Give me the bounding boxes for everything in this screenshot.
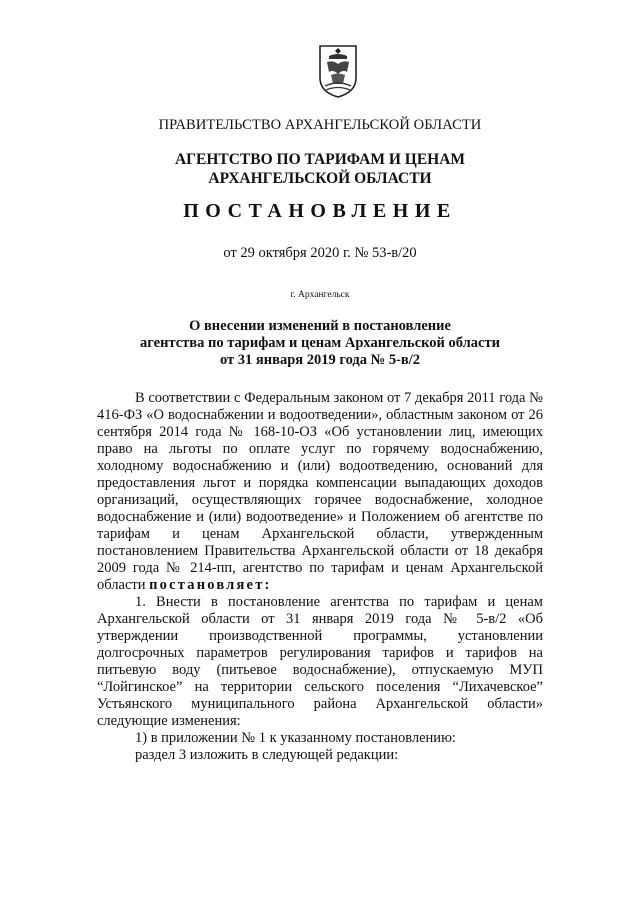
section-3-paragraph: раздел 3 изложить в следующей редакции: (135, 747, 399, 763)
document-body (97, 390, 543, 764)
resolves-word: постановляет: (149, 577, 272, 593)
coat-of-arms-emblem (317, 42, 359, 98)
subject-line2: агентства по тарифам и ценам Архангельской области (140, 335, 500, 351)
agency-name-line1: АГЕНТСТВО ПО ТАРИФАМ И ЦЕНАМ (174, 151, 466, 168)
subitem-1-paragraph: 1) в приложении № 1 к указанному постановлению: (135, 730, 456, 746)
item-1-paragraph: 1. Внести в постановление агентства по тарифам и ценам Архангельской области от 31 января 2019 года № 5-в/2 «Об утверждении производственной программы, установлении долгосрочных параметров регулирования тарифов и тарифов на питьевую воду (питьевое водоснабжение), отпускаемую МУП “Лойгинское” на территории сельского поселения “Лихачевское” Устьянского муниципального района Архангельской области» следующие изменения: (97, 594, 543, 729)
agency-name (0, 150, 640, 188)
document-subject (0, 318, 640, 369)
preamble-paragraph (97, 390, 543, 594)
preamble-text: В соответствии с Федеральным законом от 7 декабря 2011 года № 416-ФЗ «О водоснабжении и водоотведении», областным законом от 26 сентября 2014 года № 168-10-ОЗ «Об установлении лиц, имеющих право на льготы по оплате услуг по горячему водоснабжению, холодному водоснабжению и (или) водоотведению, оснований для предоставления льгот и порядка компенсации выпадающих доходов организаций, осуществляющих горячее водоснабжение, холодное водоснабжение и (или) водоотведение» и Положением об агентстве по тарифам и ценам Архангельской области, утвержденным постановлением Правительства Архангельской области от 18 декабря 2009 года № 214-пп, агентство по тарифам и ценам Архангельской области (97, 390, 543, 593)
agency-name-line2: АРХАНГЕЛЬСКОЙ ОБЛАСТИ (208, 170, 432, 187)
government-name: ПРАВИТЕЛЬСТВО АРХАНГЕЛЬСКОЙ ОБЛАСТИ (158, 117, 482, 133)
subject-line3: от 31 января 2019 года № 5-в/2 (219, 352, 421, 368)
date-number: от 29 октября 2020 г. № 53-в/20 (223, 245, 417, 261)
document-type: ПОСТАНОВЛЕНИЕ (183, 200, 457, 222)
subject-line1: О внесении изменений в постановление (189, 318, 451, 334)
city: г. Архангельск (290, 290, 350, 300)
